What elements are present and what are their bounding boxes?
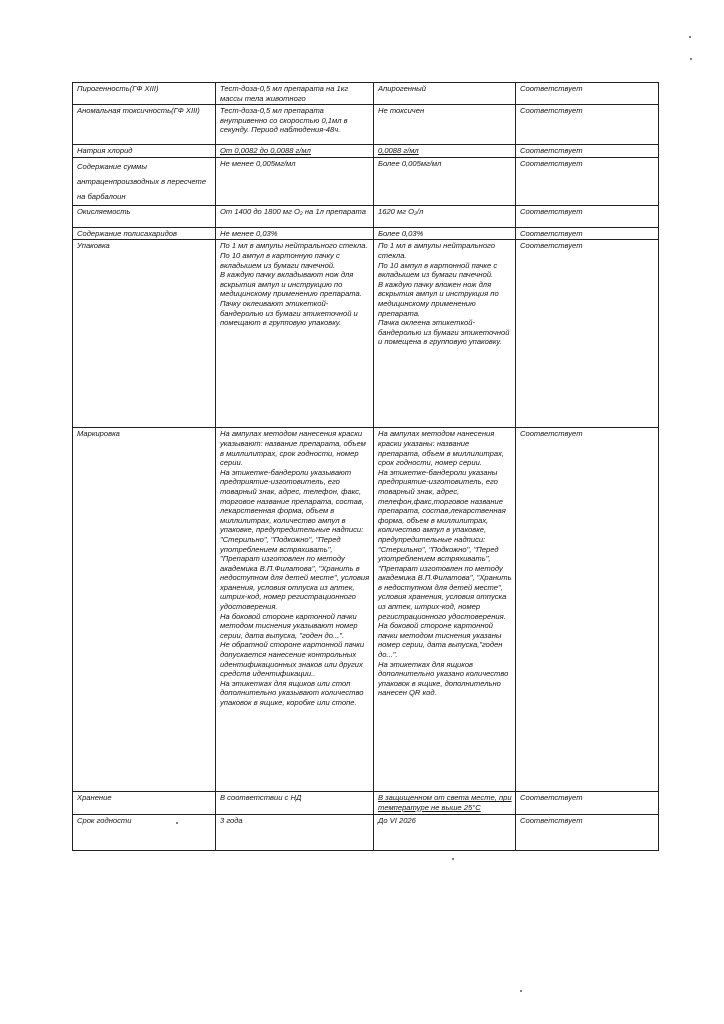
norm-cell: От 0,0082 до 0,0088 г/мл (216, 145, 374, 158)
norm-cell: В соответствии с НД (216, 792, 374, 814)
conclusion-cell: Соответствует (516, 157, 659, 205)
parameter-cell: Срок годности (73, 814, 216, 850)
parameter-cell: Пирогенность(ГФ XIII) (73, 83, 216, 105)
norm-cell: Не менее 0,03% (216, 227, 374, 240)
conclusion-cell: Соответствует (516, 105, 659, 145)
conclusion-cell: Соответствует (516, 428, 659, 792)
norm-cell: Тест-доза-0,5 мл препарата внутривенно со скоростью 0,1мл в секунду. Период наблюдения-48ч. (216, 105, 374, 145)
norm-cell: На ампулах методом нанесения краски указывают: название препарата, объем в миллилитрах, срок годности, номер серии. На этикетке-бандероли указывают предприятие-изготовитель, его товарный знак, адрес, телефон, факс, торговое название препарата, состав, лекарственная форма, объем в миллилитрах, количество ампул в упаковке, предупредительные надписи: "Стерильно", "Подкожно", "Перед употреблением встряхивать", "Препарат изготовлен по методу академика В.П.Филатова", "Хранить в недоступном для детей месте", условия хранения, условия отпуска из аптек, штрих-код, номер регистрационного удостоверения. На боковой стороне картонной пачки методом тиснения указывают номер серии, дата выпуска, "годен до...". Не обратной стороне картонной пачки допускается нанесение контрольных идентификационных знаков или других средств идентификации.. На этикетках для ящиков или стоп дополнительно указывают количество упаковок в ящике, коробке или стопе. (216, 428, 374, 792)
table-row (73, 428, 659, 792)
norm-cell: От 1400 до 1800 мг O₂ на 1л препарата (216, 205, 374, 227)
table-row (73, 227, 659, 240)
parameter-cell: Окисляемость (73, 205, 216, 227)
scan-speck (690, 58, 692, 60)
conclusion-cell: Соответствует (516, 145, 659, 158)
result-cell: 0,0088 г/мл (374, 145, 516, 158)
result-cell: До VI 2026 (374, 814, 516, 850)
table-row (73, 157, 659, 205)
parameter-cell: Упаковка (73, 240, 216, 428)
parameter-cell: Маркировка (73, 428, 216, 792)
result-cell: В защищенном от света месте, при температуре не выше 25°С (374, 792, 516, 814)
table-row (73, 145, 659, 158)
parameter-cell: Хранение (73, 792, 216, 814)
result-cell: Апирогенный (374, 83, 516, 105)
conclusion-cell: Соответствует (516, 227, 659, 240)
scan-speck (689, 36, 691, 38)
norm-cell: Не менее 0,005мг/мл (216, 157, 374, 205)
table-row (73, 814, 659, 850)
conclusion-cell: Соответствует (516, 814, 659, 850)
result-cell: 1620 мг O₂/л (374, 205, 516, 227)
table-row (73, 83, 659, 105)
result-cell: Более 0,03% (374, 227, 516, 240)
norm-cell: Тест-доза-0,5 мл препарата на 1кг массы тела животного (216, 83, 374, 105)
table-row (73, 105, 659, 145)
norm-cell: По 1 мл в ампулы нейтрального стекла. По 10 ампул в картонную пачку с вкладышем из бумаги пачечной. В каждую пачку вкладывают нож для вскрытия ампул и инструкцию по медицинскому применению препарата. Пачку оклеивают этикеткой-бандеролью из бумаги этикеточной и помещают в групповую упаковку. (216, 240, 374, 428)
parameter-cell: Содержание полисахаридов (73, 227, 216, 240)
norm-cell: 3 года (216, 814, 374, 850)
scan-speck (520, 990, 522, 992)
result-cell: Не токсичен (374, 105, 516, 145)
scan-speck (176, 822, 178, 824)
parameter-cell: Аномальная токсичность(ГФ XIII) (73, 105, 216, 145)
table-row (73, 792, 659, 814)
result-cell: По 1 мл в ампулы нейтрального стекла. По 10 ампул в картонной пачке с вкладышем из бумаги пачечной. В каждую пачку вложен нож для вскрытия ампул и инструкция по медицинскому применению препарата. Пачка оклеена этикеткой-бандеролью из бумаги этикеточной и помещена в групповую упаковку. (374, 240, 516, 428)
parameter-cell: Натрия хлорид (73, 145, 216, 158)
scan-speck (452, 858, 454, 860)
conclusion-cell: Соответствует (516, 83, 659, 105)
conclusion-cell: Соответствует (516, 792, 659, 814)
table-row (73, 240, 659, 428)
specification-table (72, 82, 659, 851)
table-row (73, 205, 659, 227)
result-cell: На ампулах методом нанесения краски указаны: название препарата, объем в миллилитрах, срок годности, номер серии. На этикетке-бандероли указаны предприятие-изготовитель, его товарный знак, адрес, телефон,факс,торговое название препарата, состав,лекарственная форма, объем в миллилитрах, количество ампул в упаковке, предупредительные надписи: "Стерильно", "Подкожно", "Перед употреблением встряхивать", "Препарат изготовлен по методу академика В.П.Филатова", "Хранить в недоступном для детей месте", условия хранения, условия отпуска из аптек, штрих-код, номер регистрационного удостоверения. На боковой стороне картонной пачки методом тиснения указаны номер серии, дата выпуска,"годен до...". На этикетках для ящиков дополнительно указано количество упаковок в ящике, дополнительно нанесен QR код. (374, 428, 516, 792)
result-cell: Более 0,005мг/мл (374, 157, 516, 205)
parameter-cell: Содержание суммы антраценпроизводных в пересчете на барбалоин (73, 157, 216, 205)
conclusion-cell: Соответствует (516, 240, 659, 428)
conclusion-cell: Соответствует (516, 205, 659, 227)
